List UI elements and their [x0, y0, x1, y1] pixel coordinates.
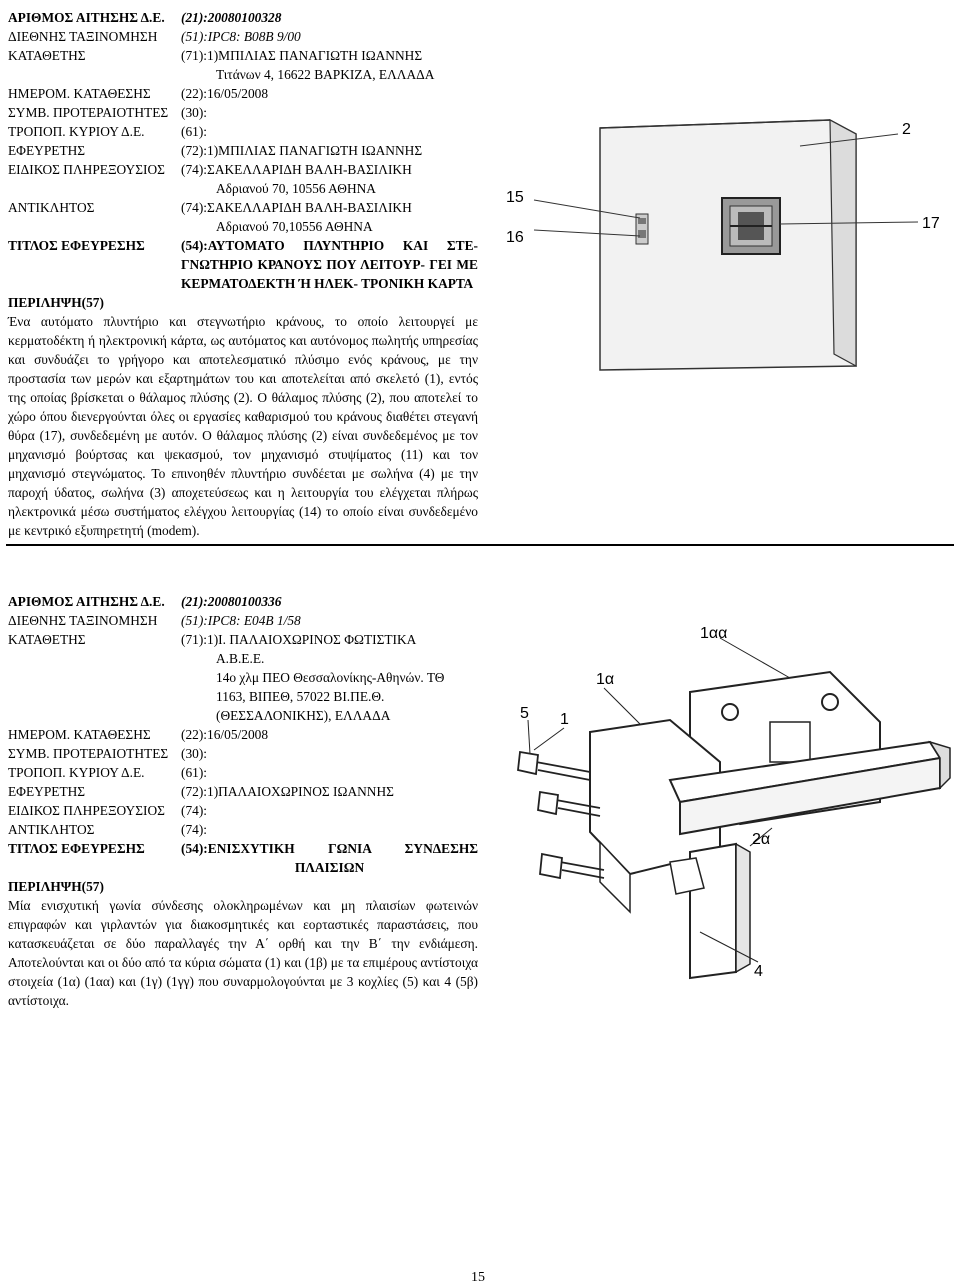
title-value: (54):ΕΝΙΣΧΥΤΙΚΗ ΓΩΝΙΑ ΣΥΝΔΕΣΗΣ ΠΛΑΙΣΙΩΝ — [181, 841, 478, 875]
section-divider — [6, 544, 954, 546]
inventor-value: (72):1)ΠΑΛΑΙΟΧΩΡΙΝΟΣ ΙΩΑΝΝΗΣ — [181, 784, 394, 799]
patent-entry-2 — [8, 592, 478, 1010]
agent-label: ΕΙΔΙΚΟΣ ΠΛΗΡΕΞΟΥΣΙΟΣ — [8, 803, 165, 818]
classification-value: (51):IPC8: E04B 1/58 — [181, 613, 301, 628]
application-number-label: ΑΡΙΘΜΟΣ ΑΙΤΗΣΗΣ Δ.Ε. — [8, 10, 165, 25]
figure-helmet-washer — [500, 108, 955, 378]
figure-label-4: 4 — [754, 963, 763, 980]
owner-change-row — [8, 763, 478, 782]
application-number-value: (21):20080100328 — [181, 10, 282, 25]
figure-label-1a: 1α — [596, 671, 615, 688]
classification-label: ΔΙΕΘΝΗΣ ΤΑΞΙΝΟΜΗΣΗ — [8, 29, 158, 44]
agent-value: (74): — [181, 803, 208, 818]
owner-change-row — [8, 122, 478, 141]
applicant-line-4: 1163, ΒΙΠΕΘ, 57022 ΒΙ.ΠΕ.Θ. — [216, 689, 385, 704]
figure-label-1: 1 — [560, 711, 569, 728]
title-row — [8, 236, 478, 293]
applicant-line-2: Α.Β.Ε.Ε. — [216, 651, 265, 666]
title-label: ΤΙΤΛΟΣ ΕΦΕΥΡΕΣΗΣ — [8, 841, 145, 856]
agent-row — [8, 160, 478, 179]
agent-value: (74):ΣΑΚΕΛΛΑΡΙΔΗ ΒΑΛΗ-ΒΑΣΙΛΙΚΗ — [181, 162, 412, 177]
figure-label-17: 17 — [922, 215, 940, 232]
figure-label-16: 16 — [506, 229, 524, 246]
classification-row — [8, 27, 478, 46]
application-number-row — [8, 592, 478, 611]
priority-value: (30): — [181, 746, 208, 761]
owner-change-label: ΤΡΟΠΟΠ. ΚΥΡΙΟΥ Δ.Ε. — [8, 765, 145, 780]
representative-address: Αδριανού 70,10556 ΑΘΗΝΑ — [216, 219, 373, 234]
priority-value: (30): — [181, 105, 208, 120]
patent-entry-1 — [8, 8, 478, 540]
application-number-value: (21):20080100336 — [181, 594, 282, 609]
abstract-heading: ΠΕΡΙΛΗΨΗ(57) — [8, 879, 104, 894]
cabinet-side-face — [830, 120, 856, 366]
inventor-value: (72):1)ΜΠΙΛΙΑΣ ΠΑΝΑΓΙΩΤΗ ΙΩΑΝΝΗΣ — [181, 143, 423, 158]
filing-date-label: ΗΜΕΡΟΜ. ΚΑΤΑΘΕΣΗΣ — [8, 86, 151, 101]
figure-label-5: 5 — [520, 705, 529, 722]
priority-row — [8, 103, 478, 122]
priority-label: ΣΥΜΒ. ΠΡΟΤΕΡΑΙΟΤΗΤΕΣ — [8, 105, 169, 120]
application-number-label: ΑΡΙΘΜΟΣ ΑΙΤΗΣΗΣ Δ.Ε. — [8, 594, 165, 609]
representative-label: ΑΝΤΙΚΛΗΤΟΣ — [8, 822, 95, 837]
owner-change-value: (61): — [181, 765, 208, 780]
filing-date-label: ΗΜΕΡΟΜ. ΚΑΤΑΘΕΣΗΣ — [8, 727, 151, 742]
filing-date-row — [8, 725, 478, 744]
filing-date-row — [8, 84, 478, 103]
owner-change-label: ΤΡΟΠΟΠ. ΚΥΡΙΟΥ Δ.Ε. — [8, 124, 145, 139]
priority-label: ΣΥΜΒ. ΠΡΟΤΕΡΑΙΟΤΗΤΕΣ — [8, 746, 169, 761]
figure-corner-bracket — [500, 612, 955, 982]
filing-date-value: (22):16/05/2008 — [181, 727, 269, 742]
title-value: (54):ΑΥΤΟΜΑΤΟ ΠΛΥΝΤΗΡΙΟ ΚΑΙ ΣΤΕ- ΓΝΩΤΗΡΙΟ ΚΡΑΝΟΥΣ ΠΟΥ ΛΕΙΤΟΥΡ- ΓΕΙ ΜΕ ΚΕΡΜΑΤΟΔΕΚΤΗ Ή ΗΛΕΚ- ΤΡΟΝΙΚΗ ΚΑΡΤΑ — [181, 238, 478, 291]
figure-label-2a: 2α — [752, 831, 771, 848]
priority-row — [8, 744, 478, 763]
agent-row — [8, 801, 478, 820]
representative-row — [8, 198, 478, 217]
applicant-address: Τιτάνων 4, 16622 ΒΑΡΚΙΖΑ, ΕΛΛΑΔΑ — [216, 67, 435, 82]
agent-address: Αδριανού 70, 10556 ΑΘΗΝΑ — [216, 181, 376, 196]
inventor-label: ΕΦΕΥΡΕΤΗΣ — [8, 784, 86, 799]
classification-row — [8, 611, 478, 630]
figure-label-15: 15 — [506, 189, 524, 206]
inventor-label: ΕΦΕΥΡΕΤΗΣ — [8, 143, 86, 158]
page-number: 15 — [471, 1270, 485, 1285]
title-label: ΤΙΤΛΟΣ ΕΦΕΥΡΕΣΗΣ — [8, 238, 145, 253]
inventor-row — [8, 141, 478, 160]
application-number-row — [8, 8, 478, 27]
owner-change-value: (61): — [181, 124, 208, 139]
applicant-line-3: 14ο χλμ ΠΕΟ Θεσσαλονίκης-Αθηνών. ΤΘ — [216, 670, 445, 685]
figure-label-2: 2 — [902, 121, 911, 138]
classification-label: ΔΙΕΘΝΗΣ ΤΑΞΙΝΟΜΗΣΗ — [8, 613, 158, 628]
abstract-text: Ένα αυτόματο πλυντήριο και στεγνωτήριο κράνους, το οποίο λειτουργεί με κερματοδέκτη ή ηλεκτρονική κάρτα, ως αυτόματος και αυτόνομος πωλητής υπηρεσίας και συνδυάζει το γρήγορο και αποτελεσματικό πλύσιμο ενός κράνους, με την προστασία των μερών και εξαρτημάτων του και αποτελείται από σκελετό (1), εντός της οποίας βρίσκεται ο θάλαμος πλύσης (2). Ο θάλαμος πλύσης (2), που αποτελεί το χώρο όπου διενεργούνται όλες οι εργασίες καθαρισμού του κράνους διαθέτει στεγανή θύρα (17), συνδεδεμένη με αυτόν. Ο θάλαμος πλύσης (2) είναι συνδεδεμένος με τον μηχανισμό βούρτσας και ψεκασμού, τον μηχανισμό στυψίματος (11) και τον μηχανισμό στεγνώματος. Το επινοηθέν πλυντήριο συνδέεται με σωλήνα (4) με την παροχή ύδατος, σωλήνα (3) αποχετεύσεως και η λειτουργία του ελέγχεται πλήρως ηλεκτρονικά μέσω συστήματος ελέγχου λειτουργίας (14) το οποίο είναι συνδεδεμένο με κεντρικό εξυπηρετητή (modem). — [8, 314, 478, 538]
classification-value: (51):IPC8: B08B 9/00 — [181, 29, 301, 44]
applicant-label: ΚΑΤΑΘΕΤΗΣ — [8, 632, 86, 647]
abstract-heading: ΠΕΡΙΛΗΨΗ(57) — [8, 295, 104, 310]
representative-value: (74):ΣΑΚΕΛΛΑΡΙΔΗ ΒΑΛΗ-ΒΑΣΙΛΙΚΗ — [181, 200, 412, 215]
applicant-value: (71):1)ΜΠΙΛΙΑΣ ΠΑΝΑΓΙΩΤΗ ΙΩΑΝΝΗΣ — [181, 48, 423, 63]
applicant-value: (71):1)Ι. ΠΑΛΑΙΟΧΩΡΙΝΟΣ ΦΩΤΙΣΤΙΚΑ — [181, 632, 417, 647]
representative-label: ΑΝΤΙΚΛΗΤΟΣ — [8, 200, 95, 215]
agent-label: ΕΙΔΙΚΟΣ ΠΛΗΡΕΞΟΥΣΙΟΣ — [8, 162, 165, 177]
applicant-line-5: (ΘΕΣΣΑΛΟΝΙΚΗΣ), ΕΛΛΑΔΑ — [216, 708, 391, 723]
inventor-row — [8, 782, 478, 801]
representative-row — [8, 820, 478, 839]
filing-date-value: (22):16/05/2008 — [181, 86, 269, 101]
representative-value: (74): — [181, 822, 208, 837]
title-row — [8, 839, 478, 877]
applicant-row — [8, 46, 478, 65]
applicant-row — [8, 630, 478, 649]
figure-label-1aa: 1αα — [700, 625, 728, 642]
abstract-text: Μία ενισχυτική γωνία σύνδεσης ολοκληρωμένων και μη πλαισίων φωτεινών επιγραφών και γιρλαντών για διακοσμητικές και εορταστικές παραστάσεις, που κατασκευάζεται σε δύο παραλλαγές την Α΄ ορθή και την Β΄ την ενδιάμεση. Αποτελούνται και οι δύο από τα κύρια σώματα (1) και (1β) με τα επιμέρους αντίστοιχα στοιχεία (1α) (1αα) και (1γ) (1γγ) που συναρμολογούνται με 3 κοχλίες (5) και 4 (5β) αντίστοιχα. — [8, 898, 478, 1008]
applicant-label: ΚΑΤΑΘΕΤΗΣ — [8, 48, 86, 63]
